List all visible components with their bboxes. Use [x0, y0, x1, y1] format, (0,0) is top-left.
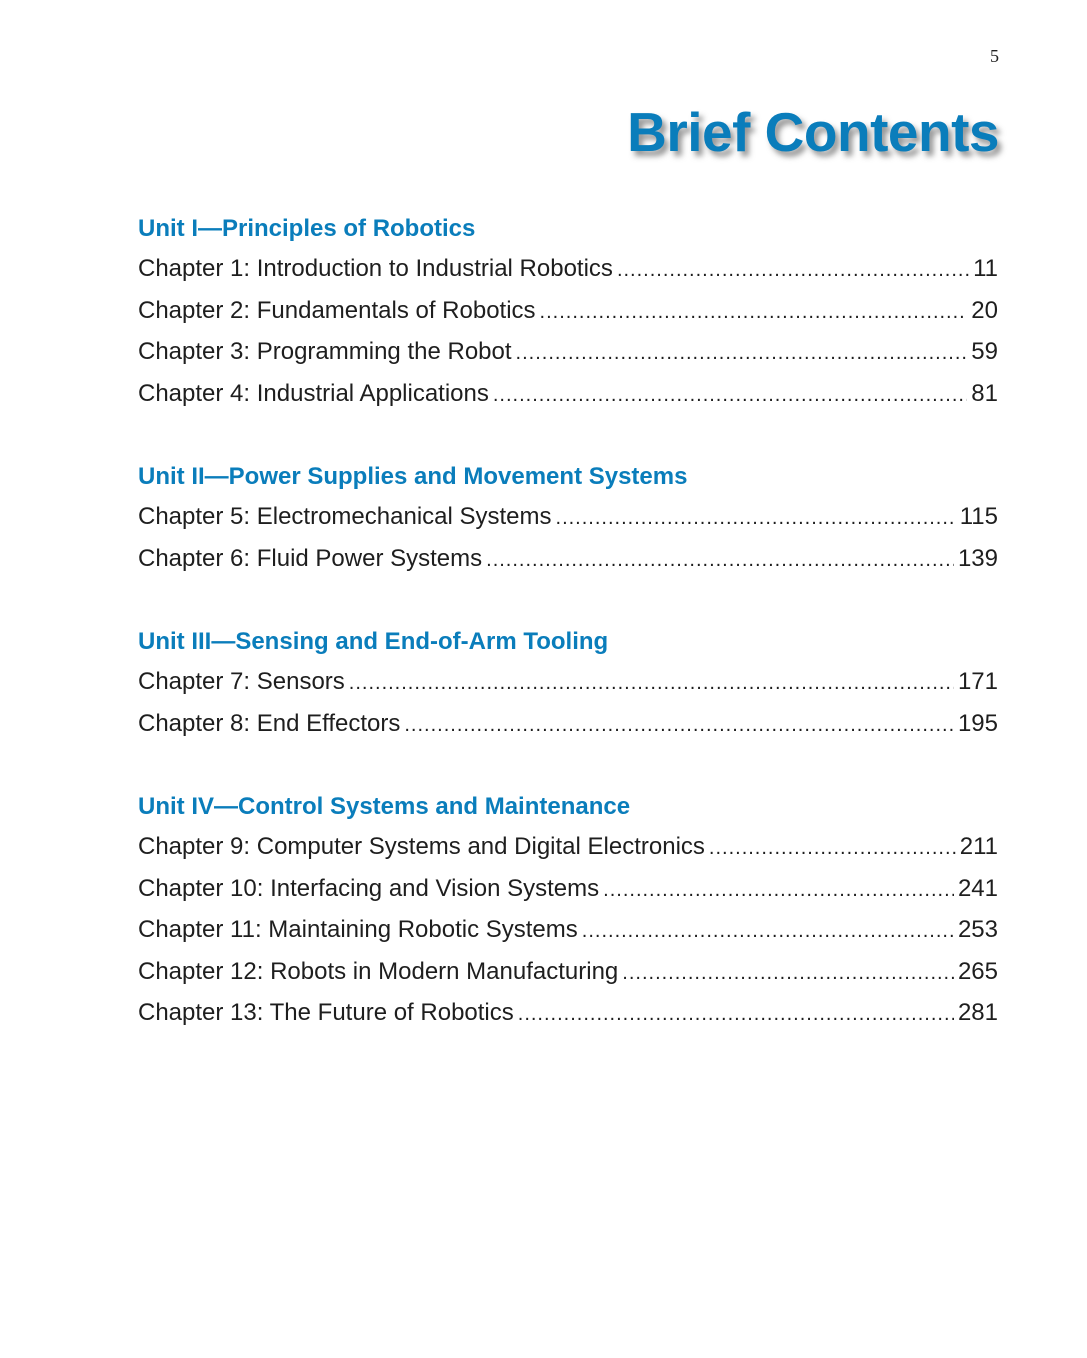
- toc-entry-chapter-12[interactable]: [138, 951, 998, 993]
- chapter-page-number: 171: [957, 668, 998, 695]
- dot-leader: [582, 911, 954, 953]
- toc-entry-chapter-1[interactable]: [138, 248, 998, 290]
- dot-leader: [486, 540, 954, 582]
- dot-leader: [556, 498, 956, 540]
- toc-entry-chapter-11[interactable]: [138, 909, 998, 951]
- table-of-contents: [138, 210, 998, 1078]
- chapter-page-number: 20: [971, 296, 998, 324]
- chapter-page-number: 59: [971, 338, 998, 365]
- chapter-title: Chapter 9: Computer Systems and Digital Electronics: [138, 833, 705, 860]
- toc-entry-chapter-9[interactable]: [138, 826, 998, 868]
- unit-3: [138, 623, 998, 744]
- toc-entry-chapter-2[interactable]: [138, 290, 998, 332]
- dot-leader: [349, 663, 954, 705]
- chapter-page-number: 211: [959, 833, 998, 860]
- toc-entry-chapter-6[interactable]: [138, 538, 998, 580]
- chapter-title: Chapter 2: Fundamentals of Robotics: [138, 296, 536, 324]
- dot-leader: [709, 828, 956, 870]
- unit-heading: Unit III—Sensing and End-of-Arm Tooling: [138, 628, 609, 655]
- toc-entry-chapter-4[interactable]: [138, 373, 998, 415]
- chapter-page-number: 265: [957, 957, 998, 985]
- chapter-page-number: 139: [957, 544, 998, 572]
- chapter-title: Chapter 5: Electromechanical Systems: [138, 503, 552, 530]
- toc-entry-chapter-13[interactable]: [138, 992, 998, 1034]
- unit-2: [138, 458, 998, 579]
- chapter-title: Chapter 11: Maintaining Robotic Systems: [138, 916, 578, 943]
- toc-entry-chapter-3[interactable]: [138, 331, 998, 373]
- dot-leader: [516, 333, 968, 375]
- chapter-page-number: 195: [957, 709, 998, 737]
- chapter-title: Chapter 7: Sensors: [138, 668, 345, 695]
- toc-entry-chapter-7[interactable]: [138, 661, 998, 703]
- dot-leader: [540, 292, 968, 334]
- chapter-page-number: 11: [973, 255, 998, 282]
- chapter-title: Chapter 13: The Future of Robotics: [138, 999, 514, 1026]
- unit-4: [138, 788, 998, 1034]
- page-title: Brief Contents: [627, 101, 999, 163]
- dot-leader: [617, 250, 969, 292]
- chapter-page-number: 281: [957, 999, 998, 1026]
- unit-heading: Unit II—Power Supplies and Movement Systems: [138, 463, 688, 490]
- chapter-page-number: 253: [957, 916, 998, 943]
- chapter-title: Chapter 6: Fluid Power Systems: [138, 544, 483, 572]
- dot-leader: [493, 375, 967, 417]
- chapter-title: Chapter 10: Interfacing and Vision Systems: [138, 874, 600, 902]
- toc-entry-chapter-5[interactable]: [138, 496, 998, 538]
- unit-heading: Unit I—Principles of Robotics: [138, 215, 476, 242]
- chapter-title: Chapter 4: Industrial Applications: [138, 379, 489, 407]
- dot-leader: [518, 994, 954, 1036]
- dot-leader: [603, 870, 954, 912]
- dot-leader: [622, 953, 954, 995]
- unit-heading: Unit IV—Control Systems and Maintenance: [138, 793, 631, 820]
- toc-entry-chapter-8[interactable]: [138, 703, 998, 745]
- unit-1: [138, 210, 998, 414]
- chapter-title: Chapter 8: End Effectors: [138, 709, 401, 737]
- chapter-page-number: 81: [971, 379, 998, 407]
- chapter-title: Chapter 12: Robots in Modern Manufacturing: [138, 957, 619, 985]
- chapter-page-number: 115: [959, 503, 998, 530]
- chapter-title: Chapter 3: Programming the Robot: [138, 338, 512, 365]
- toc-entry-chapter-10[interactable]: [138, 868, 998, 910]
- chapter-page-number: 241: [957, 874, 998, 902]
- chapter-title: Chapter 1: Introduction to Industrial Robotics: [138, 255, 613, 282]
- page-number: 5: [990, 46, 999, 66]
- dot-leader: [404, 705, 954, 747]
